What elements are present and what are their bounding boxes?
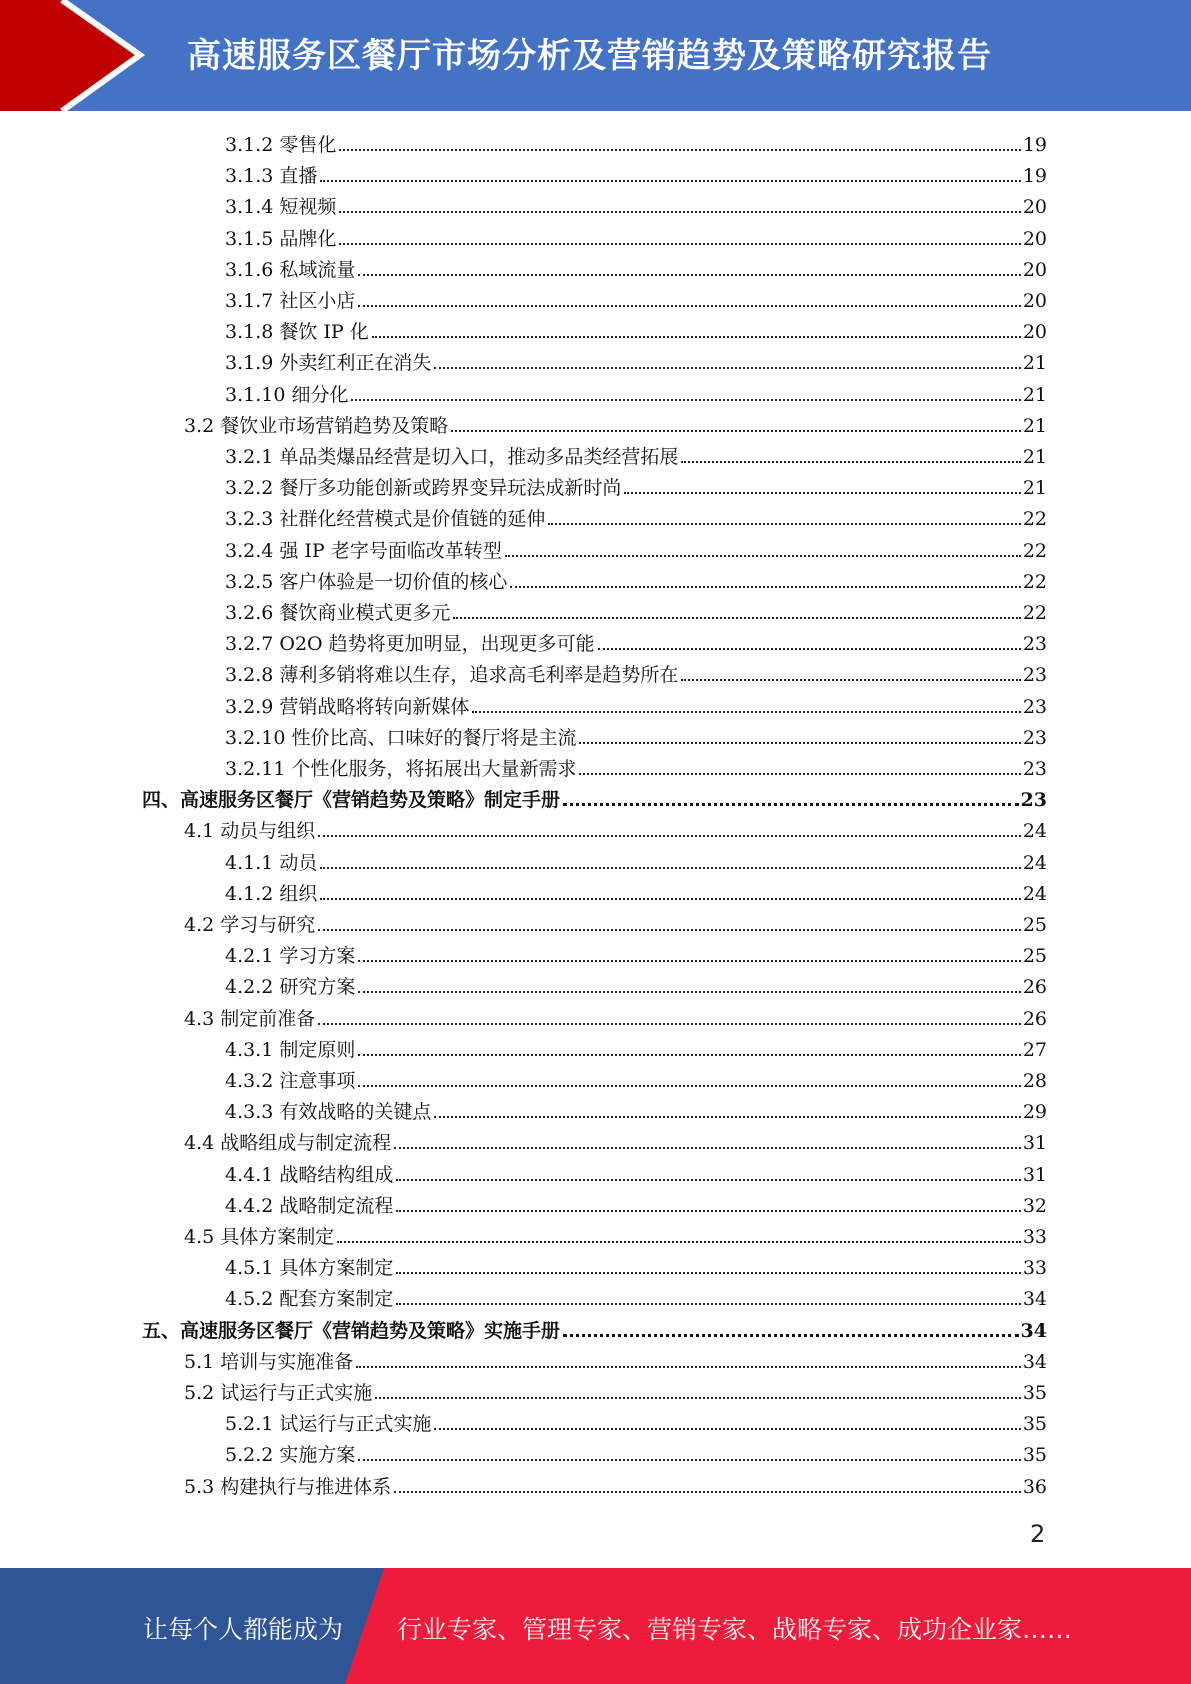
toc-entry-title: 4.2 学习与研究 (184, 914, 316, 936)
toc-entry[interactable] (225, 1436, 1047, 1467)
toc-entry-title: 4.1.2 组织 (225, 883, 318, 905)
toc-entry[interactable] (184, 812, 1047, 843)
toc-entry-page: 23 (1020, 789, 1047, 811)
toc-entry-page: 35 (1022, 1444, 1047, 1466)
toc-entry-title: 4.1 动员与组织 (184, 820, 316, 842)
toc-entry-title: 3.2.2 餐厅多功能创新或跨界变异玩法成新时尚 (225, 477, 622, 499)
toc-entry[interactable] (225, 563, 1047, 594)
toc-dot-leader (396, 1210, 1020, 1212)
toc-entry-title: 3.2.4 强 IP 老字号面临改革转型 (225, 540, 502, 562)
toc-entry-title: 4.3 制定前准备 (184, 1008, 316, 1030)
toc-dot-leader (434, 367, 1020, 369)
toc-dot-leader (375, 1397, 1021, 1399)
toc-entry[interactable] (225, 1249, 1047, 1280)
toc-entry-title: 3.2.8 薄利多销将难以生存，追求高毛利率是趋势所在 (225, 664, 679, 686)
toc-entry-title: 五、高速服务区餐厅《营销趋势及策略》实施手册 (142, 1320, 561, 1342)
toc-entry-page: 24 (1022, 820, 1047, 842)
toc-entry-title: 3.2.5 客户体验是一切价值的核心 (225, 571, 508, 593)
toc-entry-title: 3.2.3 社群化经营模式是价值链的延伸 (225, 508, 546, 530)
toc-entry-page: 22 (1022, 602, 1047, 624)
toc-entry-page: 20 (1022, 228, 1047, 250)
toc-entry-page: 31 (1022, 1132, 1047, 1154)
toc-entry-title: 4.4.2 战略制定流程 (225, 1195, 394, 1217)
toc-dot-leader (394, 1147, 1021, 1149)
toc-entry[interactable] (225, 282, 1047, 313)
toc-entry-page: 28 (1022, 1070, 1047, 1092)
toc-entry-title: 4.3.3 有效战略的关键点 (225, 1101, 432, 1123)
toc-dot-leader (510, 586, 1020, 588)
header-title: 高速服务区餐厅市场分析及营销趋势及策略研究报告 (187, 36, 992, 76)
toc-dot-leader (579, 773, 1020, 775)
toc-dot-leader (351, 399, 1020, 401)
toc-entry-page: 35 (1022, 1382, 1047, 1404)
toc-entry[interactable] (184, 1468, 1047, 1499)
toc-entry[interactable] (225, 719, 1047, 750)
toc-entry-title: 5.2 试运行与正式实施 (184, 1382, 373, 1404)
toc-dot-leader (358, 305, 1020, 307)
toc-entry[interactable] (225, 344, 1047, 375)
toc-entry-page: 20 (1022, 321, 1047, 343)
toc-entry-title: 5.2.1 试运行与正式实施 (225, 1413, 432, 1435)
toc-entry-page: 31 (1022, 1164, 1047, 1186)
toc-entry[interactable] (225, 1031, 1047, 1062)
toc-entry-title: 3.2 餐饮业市场营销趋势及策略 (184, 415, 449, 437)
toc-entry[interactable] (225, 251, 1047, 282)
toc-entry-page: 22 (1022, 571, 1047, 593)
toc-entry[interactable] (225, 313, 1047, 344)
toc-entry-title: 4.1.1 动员 (225, 852, 318, 874)
toc-entry[interactable] (225, 625, 1047, 656)
toc-entry[interactable] (225, 594, 1047, 625)
toc-entry-page: 22 (1022, 508, 1047, 530)
toc-entry[interactable] (225, 750, 1047, 781)
toc-entry-page: 26 (1022, 1008, 1047, 1030)
toc-dot-leader (396, 1272, 1020, 1274)
toc-entry-title: 3.1.6 私域流量 (225, 259, 356, 281)
toc-dot-leader (453, 617, 1020, 619)
toc-entry[interactable] (225, 688, 1047, 719)
toc-entry-title: 4.5 具体方案制定 (184, 1226, 335, 1248)
toc-entry[interactable] (225, 220, 1047, 251)
toc-dot-leader (451, 430, 1021, 432)
toc-entry[interactable] (225, 188, 1047, 219)
toc-dot-leader (337, 1241, 1021, 1243)
toc-entry-page: 29 (1022, 1101, 1047, 1123)
toc-entry-page: 27 (1022, 1039, 1047, 1061)
toc-dot-leader (681, 461, 1020, 463)
toc-dot-leader (579, 742, 1020, 744)
toc-entry-title: 4.5.2 配套方案制定 (225, 1288, 394, 1310)
toc-entry[interactable] (225, 469, 1047, 500)
toc-entry-title: 3.1.5 品牌化 (225, 228, 337, 250)
toc-entry[interactable] (225, 937, 1047, 968)
toc-entry-title: 3.2.9 营销战略将转向新媒体 (225, 696, 470, 718)
toc-entry[interactable] (142, 781, 1047, 812)
toc-entry-page: 23 (1022, 758, 1047, 780)
toc-entry[interactable] (142, 1312, 1047, 1343)
toc-dot-leader (318, 1023, 1021, 1025)
toc-entry-page: 23 (1022, 633, 1047, 655)
toc-entry[interactable] (225, 1093, 1047, 1124)
toc-dot-leader (434, 1116, 1020, 1118)
toc-dot-leader (624, 492, 1020, 494)
toc-entry-title: 3.2.6 餐饮商业模式更多元 (225, 602, 451, 624)
toc-dot-leader (356, 1366, 1021, 1368)
toc-entry-page: 23 (1022, 664, 1047, 686)
toc-entry-title: 3.1.3 直播 (225, 165, 318, 187)
toc-entry-title: 3.2.10 性价比高、口味好的餐厅将是主流 (225, 727, 577, 749)
toc-dot-leader (320, 180, 1020, 182)
toc-entry-title: 四、高速服务区餐厅《营销趋势及策略》制定手册 (142, 789, 561, 811)
toc-entry-page: 21 (1022, 352, 1047, 374)
toc-entry-page: 19 (1022, 134, 1047, 156)
toc-entry-title: 3.1.7 社区小店 (225, 290, 356, 312)
toc-entry-page: 32 (1022, 1195, 1047, 1217)
toc-entry-page: 25 (1022, 914, 1047, 936)
toc-entry-page: 20 (1022, 196, 1047, 218)
toc-dot-leader (358, 1085, 1020, 1087)
toc-dot-leader (358, 960, 1020, 962)
toc-dot-leader (339, 243, 1020, 245)
toc-dot-leader (396, 1179, 1020, 1181)
page-footer (0, 1568, 1191, 1684)
toc-entry-page: 23 (1022, 696, 1047, 718)
toc-entry[interactable] (184, 407, 1047, 438)
toc-entry[interactable] (225, 500, 1047, 531)
toc-entry-page: 33 (1022, 1257, 1047, 1279)
toc-dot-leader (318, 929, 1021, 931)
toc-entry[interactable] (184, 1374, 1047, 1405)
toc-dot-leader (372, 336, 1021, 338)
toc-entry-title: 5.3 构建执行与推进体系 (184, 1476, 392, 1498)
toc-entry[interactable] (225, 376, 1047, 407)
toc-entry[interactable] (184, 1000, 1047, 1031)
toc-entry[interactable] (225, 875, 1047, 906)
toc-entry-page: 34 (1020, 1320, 1047, 1342)
toc-dot-leader (394, 1491, 1021, 1493)
toc-entry-page: 36 (1022, 1476, 1047, 1498)
toc-entry-title: 3.2.11 个性化服务，将拓展出大量新需求 (225, 758, 577, 780)
toc-dot-leader (548, 523, 1020, 525)
toc-entry[interactable] (225, 438, 1047, 469)
toc-entry-title: 3.1.2 零售化 (225, 134, 337, 156)
toc-dot-leader (358, 1054, 1020, 1056)
toc-dot-leader (681, 679, 1020, 681)
toc-entry[interactable] (225, 844, 1047, 875)
toc-entry-title: 4.5.1 具体方案制定 (225, 1257, 394, 1279)
toc-entry-page: 19 (1022, 165, 1047, 187)
toc-entry-page: 21 (1022, 384, 1047, 406)
toc-dot-leader (339, 149, 1020, 151)
toc-entry[interactable] (184, 1124, 1047, 1155)
page-header (0, 0, 1191, 111)
toc-dot-leader (358, 1459, 1020, 1461)
toc-entry-title: 3.2.7 O2O 趋势将更加明显，出现更多可能 (225, 633, 595, 655)
toc-entry[interactable] (225, 157, 1047, 188)
toc-dot-leader (358, 991, 1020, 993)
toc-entry-page: 21 (1022, 446, 1047, 468)
toc-entry-page: 20 (1022, 290, 1047, 312)
toc-entry[interactable] (225, 1280, 1047, 1311)
toc-entry[interactable] (225, 1405, 1047, 1436)
toc-entry-title: 3.1.8 餐饮 IP 化 (225, 321, 369, 343)
toc-entry-page: 20 (1022, 259, 1047, 281)
toc-dot-leader (358, 274, 1020, 276)
toc-entry-title: 4.3.2 注意事项 (225, 1070, 356, 1092)
toc-entry-page: 34 (1022, 1288, 1047, 1310)
toc-entry-page: 24 (1022, 883, 1047, 905)
toc-dot-leader (563, 803, 1019, 806)
toc-entry-page: 33 (1022, 1226, 1047, 1248)
toc-entry-title: 3.2.1 单品类爆品经营是切入口，推动多品类经营拓展 (225, 446, 679, 468)
toc-entry[interactable] (184, 1343, 1047, 1374)
toc-entry-page: 21 (1022, 415, 1047, 437)
toc-entry[interactable] (225, 1062, 1047, 1093)
toc-entry-title: 5.2.2 实施方案 (225, 1444, 356, 1466)
toc-dot-leader (434, 1428, 1020, 1430)
toc-entry-title: 3.1.10 细分化 (225, 384, 349, 406)
toc-dot-leader (598, 648, 1021, 650)
toc-entry-title: 3.1.9 外卖红利正在消失 (225, 352, 432, 374)
footer-slogan-left: 让每个人都能成为 (143, 1615, 344, 1644)
toc-dot-leader (320, 867, 1020, 869)
toc-entry[interactable] (225, 968, 1047, 999)
toc-entry-page: 23 (1022, 727, 1047, 749)
toc-entry[interactable] (184, 1218, 1047, 1249)
toc-entry-title: 4.4 战略组成与制定流程 (184, 1132, 392, 1154)
toc-entry[interactable] (225, 532, 1047, 563)
toc-entry-title: 4.4.1 战略结构组成 (225, 1164, 394, 1186)
toc-entry-page: 26 (1022, 976, 1047, 998)
toc-entry-page: 24 (1022, 852, 1047, 874)
footer-slogan-right: 行业专家、管理专家、营销专家、战略专家、成功企业家…… (397, 1615, 1073, 1644)
toc-entry-title: 4.3.1 制定原则 (225, 1039, 356, 1061)
toc-dot-leader (320, 898, 1020, 900)
toc-entry[interactable] (225, 1156, 1047, 1187)
toc-entry[interactable] (184, 906, 1047, 937)
toc-dot-leader (505, 555, 1021, 557)
toc-entry-title: 3.1.4 短视频 (225, 196, 337, 218)
toc-dot-leader (339, 211, 1020, 213)
toc-dot-leader (318, 835, 1021, 837)
toc-entry-title: 4.2.1 学习方案 (225, 945, 356, 967)
toc-dot-leader (396, 1303, 1020, 1305)
toc-entry-page: 21 (1022, 477, 1047, 499)
toc-dot-leader (472, 711, 1020, 713)
toc-entry[interactable] (225, 656, 1047, 687)
header-arrow-decoration (0, 0, 160, 111)
toc-entry-title: 5.1 培训与实施准备 (184, 1351, 354, 1373)
page-number: 2 (1030, 1520, 1046, 1548)
toc-entry-page: 34 (1022, 1351, 1047, 1373)
toc-entry-page: 35 (1022, 1413, 1047, 1435)
toc-entry[interactable] (225, 126, 1047, 157)
toc-entry[interactable] (225, 1187, 1047, 1218)
toc-dot-leader (563, 1334, 1019, 1337)
toc-entry-title: 4.2.2 研究方案 (225, 976, 356, 998)
toc-entry-page: 25 (1022, 945, 1047, 967)
toc-entry-page: 22 (1022, 540, 1047, 562)
